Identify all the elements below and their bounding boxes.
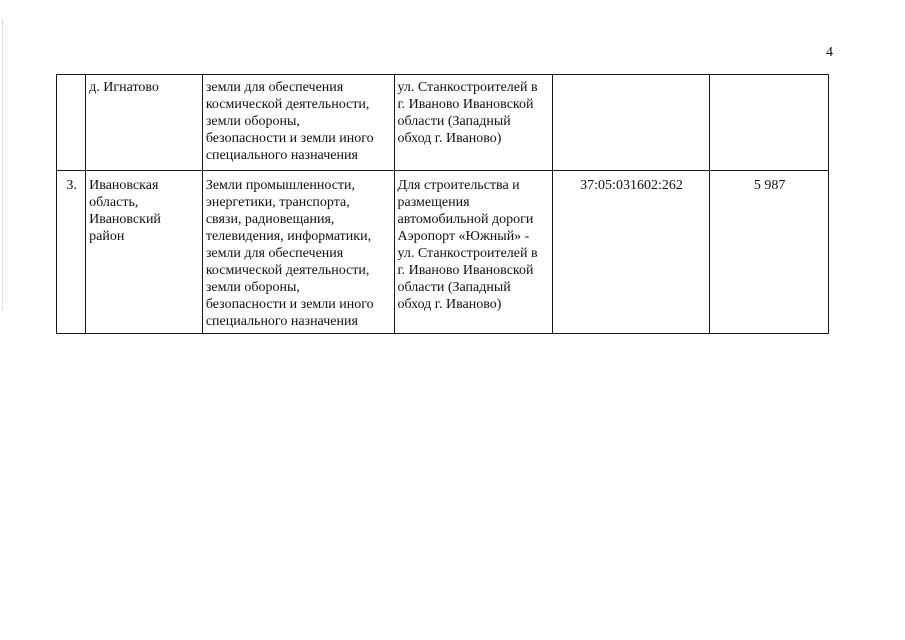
purpose-line: области (Западный xyxy=(397,280,511,295)
land-category-line: земли обороны, xyxy=(205,114,300,129)
area-cell: 5 987 xyxy=(710,171,829,334)
land-category-line: связи, радиовещания, xyxy=(205,212,335,227)
purpose-line: г. Иваново Ивановской xyxy=(397,97,534,112)
location-line: д. Игнатово xyxy=(89,80,159,95)
location-line: район xyxy=(89,229,125,244)
land-category-line: телевидения, информатики, xyxy=(205,229,372,244)
purpose-line: обход г. Иваново) xyxy=(397,297,502,312)
land-category-line: земли для обеспечения xyxy=(205,80,344,95)
location-line: Ивановская xyxy=(89,178,159,193)
land-category-line: безопасности и земли иного xyxy=(205,297,374,312)
land-category-line: земли для обеспечения xyxy=(205,246,344,261)
purpose-line: автомобильной дороги xyxy=(397,212,534,227)
table-row xyxy=(57,171,829,334)
location-line: Ивановский xyxy=(89,212,161,227)
purpose-line: размещения xyxy=(397,195,470,210)
row-number-cell xyxy=(57,75,86,171)
land-category-line: специального назначения xyxy=(205,148,358,163)
purpose-line: области (Западный xyxy=(397,114,511,129)
land-category-line: космической деятельности, xyxy=(205,97,370,112)
purpose-line: Для строительства и xyxy=(397,178,520,193)
purpose-cell xyxy=(394,171,552,334)
row-number-cell: 3. xyxy=(57,171,86,334)
land-category-cell xyxy=(202,75,394,171)
location-cell xyxy=(86,75,203,171)
land-category-line: земли обороны, xyxy=(205,280,300,295)
land-category-line: Земли промышленности, xyxy=(205,178,356,193)
land-category-line: космической деятельности, xyxy=(205,263,370,278)
land-category-line: специального назначения xyxy=(205,314,358,329)
purpose-line: ул. Станкостроителей в xyxy=(397,80,538,95)
purpose-line: ул. Станкостроителей в xyxy=(397,246,538,261)
location-line: область, xyxy=(89,195,139,210)
table-row xyxy=(57,75,829,171)
land-category-cell xyxy=(202,171,394,334)
land-plots-table xyxy=(56,74,829,334)
scan-edge-artifact xyxy=(2,20,5,310)
purpose-line: Аэропорт «Южный» - xyxy=(397,229,530,244)
purpose-line: обход г. Иваново) xyxy=(397,131,502,146)
page-number: 4 xyxy=(826,45,833,60)
purpose-cell xyxy=(394,75,552,171)
land-category-line: энергетики, транспорта, xyxy=(205,195,350,210)
land-category-line: безопасности и земли иного xyxy=(205,131,374,146)
cadastral-number-cell xyxy=(552,75,709,171)
purpose-line: г. Иваново Ивановской xyxy=(397,263,534,278)
location-cell xyxy=(86,171,203,334)
area-cell xyxy=(710,75,829,171)
cadastral-number-cell: 37:05:031602:262 xyxy=(552,171,709,334)
